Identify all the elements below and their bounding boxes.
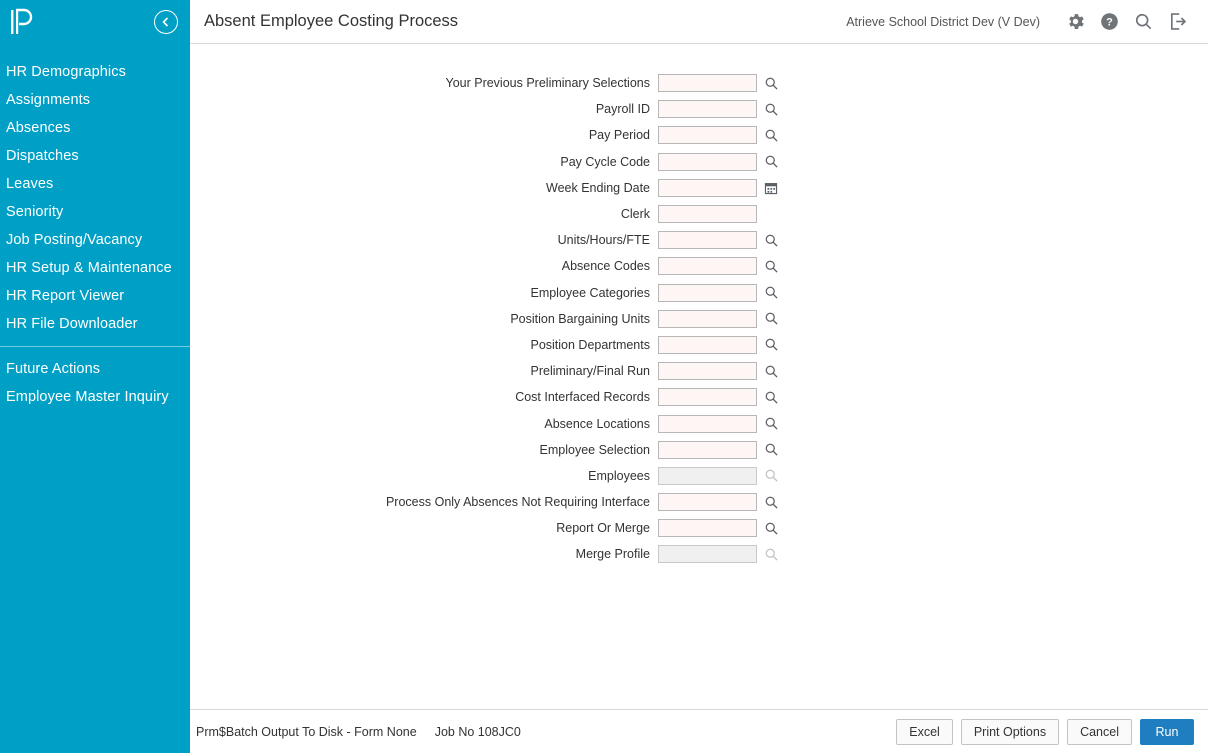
sidebar-item-absences[interactable]	[0, 114, 190, 142]
sidebar-item-label: Assignments	[6, 92, 91, 108]
field-input[interactable]	[658, 153, 757, 171]
search-icon[interactable]	[1126, 5, 1160, 39]
search-icon[interactable]	[764, 414, 790, 434]
sidebar-item-label: Employee Master Inquiry	[6, 389, 169, 405]
print-options-button[interactable]: Print Options	[961, 719, 1059, 745]
field-label: Absence Locations	[544, 416, 650, 431]
field-input	[658, 467, 757, 485]
job-number-text: Job No 108JC0	[434, 724, 521, 739]
footer-bar	[190, 709, 1208, 753]
excel-button[interactable]: Excel	[896, 719, 953, 745]
field-label: Employee Categories	[530, 285, 650, 300]
sidebar-item-leaves[interactable]	[0, 170, 190, 198]
field-label: Cost Interfaced Records	[515, 390, 650, 405]
field-input[interactable]	[658, 126, 757, 144]
sidebar-item-label: Seniority	[6, 204, 64, 220]
field-label: Pay Period	[588, 128, 650, 143]
main-panel	[190, 0, 1208, 753]
search-icon[interactable]	[764, 73, 790, 93]
field-label: Your Previous Preliminary Selections	[445, 76, 650, 91]
field-input[interactable]	[658, 284, 757, 302]
search-icon[interactable]	[764, 492, 790, 512]
parameter-form	[190, 44, 1208, 709]
search-icon[interactable]	[764, 256, 790, 276]
sidebar-item-label: HR Demographics	[6, 64, 126, 80]
sidebar-item-job-posting-vacancy[interactable]	[0, 226, 190, 254]
field-input[interactable]	[658, 205, 757, 223]
field-input[interactable]	[658, 231, 757, 249]
sidebar-nav	[0, 44, 190, 411]
field-input[interactable]	[658, 415, 757, 433]
field-input[interactable]	[658, 257, 757, 275]
form-row	[190, 175, 1208, 201]
district-name: Atrieve School District Dev (V Dev)	[846, 14, 1040, 29]
sidebar-item-hr-setup-maintenance[interactable]	[0, 254, 190, 282]
cancel-button[interactable]: Cancel	[1067, 719, 1132, 745]
sidebar	[0, 0, 190, 753]
svg-text:?: ?	[1105, 16, 1113, 29]
field-label: Position Departments	[530, 337, 650, 352]
sidebar-item-label: Job Posting/Vacancy	[6, 232, 143, 248]
field-label: Preliminary/Final Run	[530, 364, 650, 379]
field-input[interactable]	[658, 519, 757, 537]
logout-icon[interactable]	[1160, 5, 1194, 39]
field-label: Merge Profile	[575, 547, 650, 562]
output-status-text: Prm$Batch Output To Disk - Form None	[196, 724, 417, 739]
sidebar-item-label: Future Actions	[6, 361, 101, 377]
field-input[interactable]	[658, 388, 757, 406]
top-bar	[190, 0, 1208, 44]
field-label: Clerk	[620, 207, 650, 222]
sidebar-divider	[0, 346, 190, 347]
search-icon[interactable]	[764, 125, 790, 145]
sidebar-item-label: HR File Downloader	[6, 316, 138, 332]
sidebar-item-hr-file-downloader[interactable]	[0, 310, 190, 338]
form-row	[190, 541, 1208, 567]
field-input[interactable]	[658, 336, 757, 354]
field-input[interactable]	[658, 362, 757, 380]
search-icon[interactable]	[764, 440, 790, 460]
field-label: Position Bargaining Units	[510, 311, 650, 326]
row-icon-placeholder	[764, 204, 790, 224]
run-button[interactable]: Run	[1140, 719, 1194, 745]
form-row	[190, 280, 1208, 306]
form-row	[190, 70, 1208, 96]
search-icon[interactable]	[764, 518, 790, 538]
sidebar-item-employee-master-inquiry[interactable]	[0, 383, 190, 411]
sidebar-item-future-actions[interactable]	[0, 355, 190, 383]
field-input[interactable]	[658, 100, 757, 118]
form-row	[190, 201, 1208, 227]
form-row	[190, 306, 1208, 332]
search-icon[interactable]	[764, 230, 790, 250]
field-label: Process Only Absences Not Requiring Interface	[385, 495, 650, 510]
form-row	[190, 384, 1208, 410]
form-row	[190, 122, 1208, 148]
search-icon	[764, 466, 790, 486]
form-row	[190, 358, 1208, 384]
sidebar-item-label: HR Report Viewer	[6, 288, 125, 304]
field-input[interactable]	[658, 493, 757, 511]
form-row	[190, 410, 1208, 436]
field-label: Payroll ID	[595, 102, 650, 117]
sidebar-item-label: HR Setup & Maintenance	[6, 260, 172, 276]
field-input[interactable]	[658, 310, 757, 328]
form-row	[190, 515, 1208, 541]
search-icon[interactable]	[764, 361, 790, 381]
form-row	[190, 332, 1208, 358]
sidebar-item-hr-demographics[interactable]	[0, 58, 190, 86]
field-label: Units/Hours/FTE	[557, 233, 650, 248]
field-label: Employees	[588, 468, 650, 483]
field-label: Report Or Merge	[556, 521, 650, 536]
sidebar-item-assignments[interactable]	[0, 86, 190, 114]
search-icon	[764, 544, 790, 564]
field-input[interactable]	[658, 74, 757, 92]
form-row	[190, 149, 1208, 175]
form-row	[190, 227, 1208, 253]
form-row	[190, 96, 1208, 122]
sidebar-item-label: Absences	[6, 120, 71, 136]
search-icon[interactable]	[764, 99, 790, 119]
sidebar-header	[0, 0, 190, 44]
calendar-icon[interactable]	[764, 178, 790, 198]
sidebar-item-dispatches[interactable]	[0, 142, 190, 170]
gear-icon[interactable]	[1058, 5, 1092, 39]
field-label: Pay Cycle Code	[560, 154, 650, 169]
search-icon[interactable]	[764, 283, 790, 303]
form-row	[190, 489, 1208, 515]
field-label: Employee Selection	[539, 442, 650, 457]
search-icon[interactable]	[764, 309, 790, 329]
p-logo-icon	[10, 8, 36, 36]
search-icon[interactable]	[764, 152, 790, 172]
help-icon[interactable]	[1092, 5, 1126, 39]
sidebar-item-label: Dispatches	[6, 148, 79, 164]
field-label: Week Ending Date	[546, 180, 650, 195]
field-input[interactable]	[658, 441, 757, 459]
sidebar-item-seniority[interactable]	[0, 198, 190, 226]
field-label: Absence Codes	[561, 259, 650, 274]
form-row	[190, 463, 1208, 489]
field-input[interactable]	[658, 179, 757, 197]
form-row	[190, 437, 1208, 463]
chevron-left-circle-icon[interactable]	[154, 10, 178, 34]
field-input	[658, 545, 757, 563]
form-row	[190, 253, 1208, 279]
sidebar-item-label: Leaves	[6, 176, 54, 192]
page-title: Absent Employee Costing Process	[204, 12, 459, 30]
sidebar-item-hr-report-viewer[interactable]	[0, 282, 190, 310]
search-icon[interactable]	[764, 387, 790, 407]
search-icon[interactable]	[764, 335, 790, 355]
